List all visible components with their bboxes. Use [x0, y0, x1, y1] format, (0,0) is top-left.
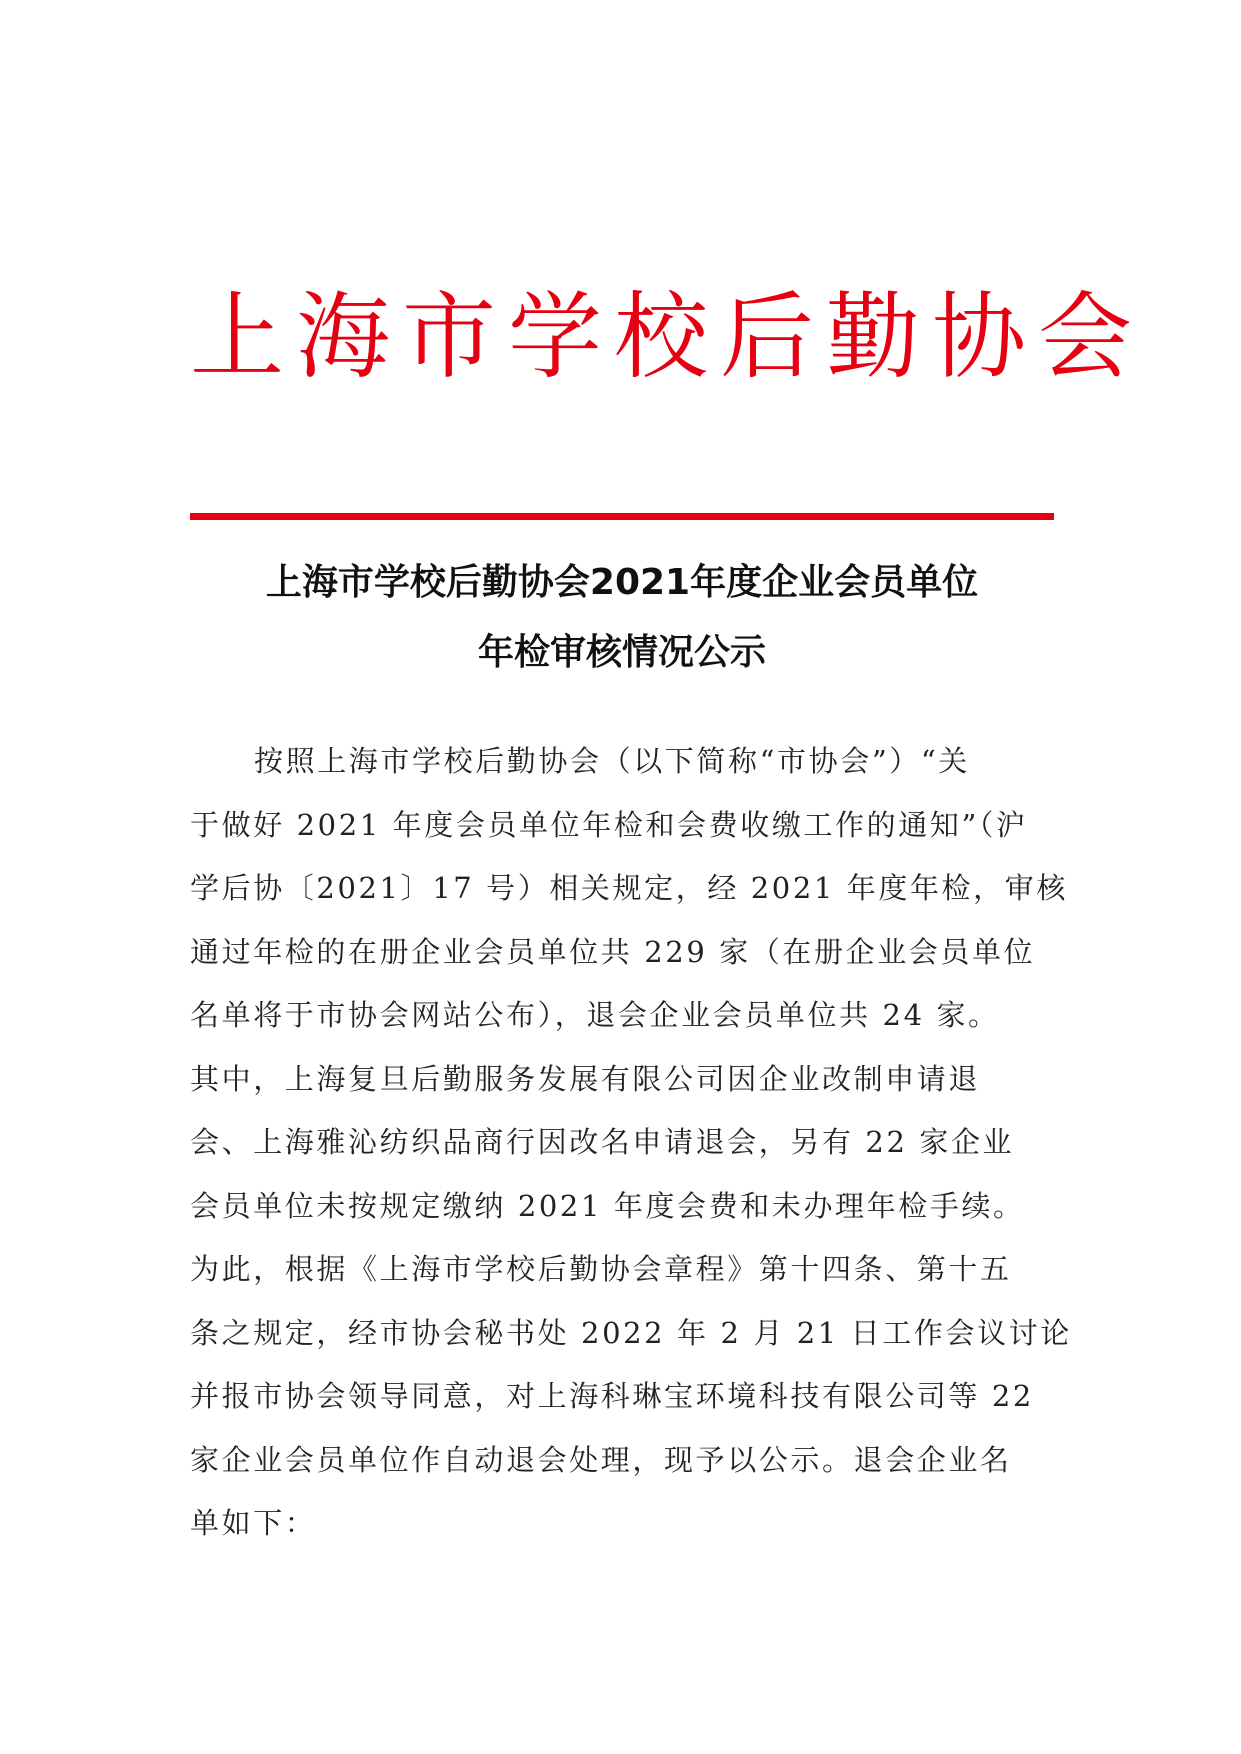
body-line-9: 为此，根据《上海市学校后勤协会章程》第十四条、第十五 — [190, 1252, 1012, 1286]
body-line-10: 条之规定，经市协会秘书处 2022 年 2 月 21 日工作会议讨论 — [190, 1315, 1072, 1350]
notice-title-line-1: 上海市学校后勤协会2021年度企业会员单位 — [265, 562, 979, 603]
letterhead-divider — [190, 513, 1054, 520]
notice-title — [190, 548, 1054, 688]
body-line-13: 单如下： — [190, 1506, 317, 1540]
body-line-5: 名单将于市协会网站公布），退会企业会员单位共 24 家。 — [190, 998, 1000, 1032]
body-line-6: 其中，上海复旦后勤服务发展有限公司因企业改制申请退 — [190, 1061, 981, 1096]
notice-body — [190, 730, 1072, 1556]
body-line-7: 会、上海雅沁纺织品商行因改名申请退会，另有 22 家企业 — [190, 1125, 1015, 1159]
body-line-4: 通过年检的在册企业会员单位共 229 家（在册企业会员单位 — [190, 934, 1036, 969]
body-line-2: 于做好 2021 年度会员单位年检和会费收缴工作的通知”（沪 — [190, 807, 1028, 842]
body-line-3: 学后协〔2021〕17 号）相关规定，经 2021 年度年检，审核 — [190, 871, 1068, 905]
notice-title-line-2: 年检审核情况公示 — [477, 632, 766, 673]
body-line-1: 按照上海市学校后勤协会（以下简称“市协会”）“关 — [254, 744, 970, 778]
body-line-8: 会员单位未按规定缴纳 2021 年度会费和未办理年检手续。 — [190, 1188, 1025, 1223]
letterhead-title: 上海市学校后勤协会 — [190, 283, 1145, 392]
body-line-12: 家企业会员单位作自动退会处理，现予以公示。退会企业名 — [190, 1442, 1012, 1477]
body-line-11: 并报市协会领导同意，对上海科琳宝环境科技有限公司等 22 — [190, 1379, 1034, 1413]
